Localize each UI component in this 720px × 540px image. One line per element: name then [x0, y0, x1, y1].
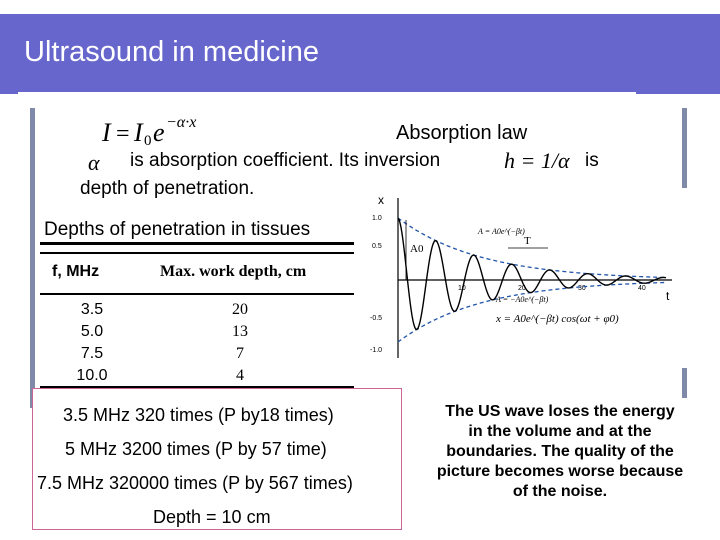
- lower-envelope-label: A = −A0e^(−βt): [496, 295, 549, 304]
- depth-column: [210, 299, 270, 387]
- depth-cell: 7: [236, 345, 244, 362]
- header-frequency: f, MHz: [52, 263, 100, 280]
- wave-equation-label: x = A0e^(−βt) cos(ωt + φ0): [496, 313, 619, 325]
- attenuation-line: 7.5 MHz 320000 times (P by 567 times): [37, 473, 353, 493]
- depth-cell: 4: [236, 367, 244, 384]
- is-word: is: [585, 150, 599, 171]
- y-tick-label: -0.5: [370, 315, 383, 322]
- depth-cell: 13: [232, 323, 248, 340]
- absorption-law-label: Absorption law: [396, 122, 528, 144]
- y-tick-label: -1.0: [370, 347, 383, 354]
- upper-envelope-label: A = A0e^(−βt): [478, 227, 525, 236]
- svg-text:h = 1/α: h = 1/α: [504, 148, 570, 173]
- y-axis-label: x: [378, 193, 384, 207]
- svg-text:e: e: [153, 118, 165, 147]
- attenuation-line: 3.5 MHz 320 times (P by18 times): [63, 405, 334, 425]
- attenuation-line: 5 MHz 3200 times (P by 57 time): [65, 439, 327, 459]
- depth-cell: 20: [232, 301, 248, 318]
- depth-text: depth of penetration.: [80, 178, 255, 199]
- x-tick-label: 10: [458, 285, 466, 292]
- absorption-formula: [100, 113, 230, 149]
- frequency-cell: 3.5: [80, 301, 104, 318]
- noise-note: The US wave loses the energy in the volume and at the boundaries. The quality of the picture becomes worse because of the noise.: [436, 403, 684, 500]
- frequency-column: [62, 299, 122, 387]
- x-axis-label: t: [666, 289, 670, 303]
- period-label: T: [524, 235, 531, 247]
- title-underline: [18, 92, 636, 96]
- svg-text:=: =: [116, 121, 130, 147]
- svg-text:I: I: [134, 118, 143, 147]
- slide-title: Ultrasound in medicine: [24, 36, 319, 68]
- x-tick-label: 40: [638, 285, 646, 292]
- header-depth: Max. work depth, cm: [160, 263, 307, 280]
- x-tick-label: 20: [518, 285, 526, 292]
- frequency-cell: 10.0: [76, 367, 108, 384]
- attenuation-box: [32, 388, 402, 530]
- inverse-formula: [502, 146, 582, 176]
- svg-text:−α·x: −α·x: [166, 114, 197, 131]
- y-tick-label: 1.0: [372, 215, 382, 222]
- damped-oscillation-graph: [366, 190, 682, 368]
- right-side-bar-top: [682, 108, 687, 188]
- x-tick-label: 30: [578, 285, 586, 292]
- attenuation-line: Depth = 10 cm: [153, 507, 271, 527]
- alpha-symbol: α: [88, 150, 100, 175]
- coefficient-text: is absorption coefficient. Its inversion: [130, 150, 441, 171]
- svg-text:I: I: [102, 118, 111, 147]
- y-tick-label: 0.5: [372, 243, 382, 250]
- depths-table-title: Depths of penetration in tissues: [44, 219, 311, 240]
- svg-text:0: 0: [144, 133, 152, 149]
- depths-title-rule: [40, 242, 354, 245]
- table-header-rule: [40, 293, 354, 295]
- amplitude-label: A0: [410, 243, 424, 255]
- table-top-rule: [40, 252, 354, 254]
- frequency-cell: 7.5: [80, 345, 104, 362]
- right-side-bar-bottom: [682, 368, 687, 398]
- frequency-cell: 5.0: [80, 323, 104, 340]
- left-side-bar: [30, 108, 35, 408]
